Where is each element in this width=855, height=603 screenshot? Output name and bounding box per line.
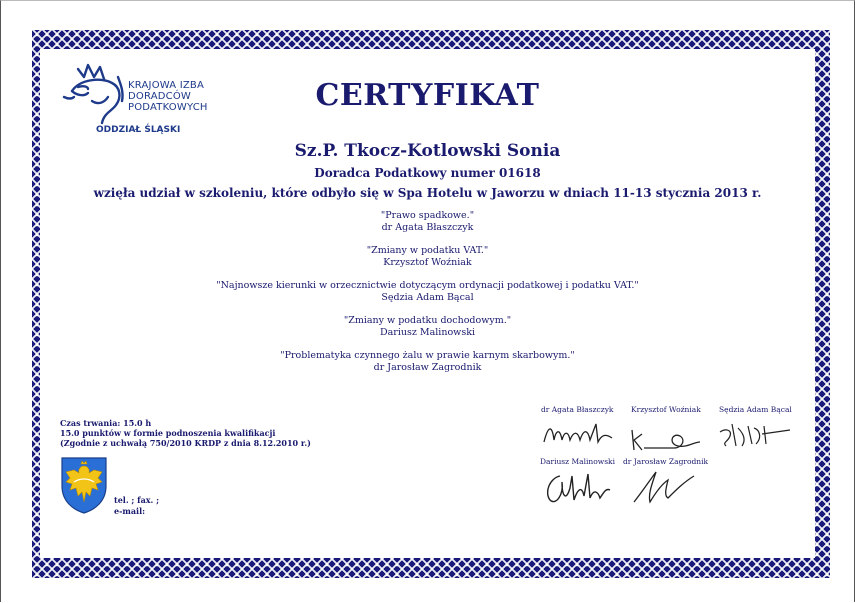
logo-line-2: DORADCÓW bbox=[128, 91, 191, 102]
signature-bacal bbox=[716, 416, 792, 450]
lecture-speaker: Sędzia Adam Bącal bbox=[381, 292, 474, 303]
recipient-name: Sz.P. Tkocz-Kotlowski Sonia bbox=[294, 141, 561, 161]
lecture-topic: "Zmiany w podatku dochodowym." bbox=[343, 315, 512, 326]
lecture-item bbox=[0, 350, 855, 374]
signature-blaszczyk bbox=[542, 416, 614, 450]
lecture-item bbox=[0, 245, 855, 269]
logo-branch: ODDZIAŁ ŚLĄSKI bbox=[96, 125, 181, 135]
signature-zagrodnik bbox=[628, 468, 702, 506]
points-text: 15.0 punktów w formie podnoszenia kwalifikacji bbox=[60, 428, 276, 438]
lecture-topic: "Problematyka czynnego żalu w prawie karnym skarbowym." bbox=[280, 350, 575, 361]
advisor-number: Doradca Podatkowy numer 01618 bbox=[314, 166, 541, 180]
email: e-mail: bbox=[114, 506, 146, 516]
duration-text: Czas trwania: 15.0 h bbox=[60, 418, 152, 428]
certificate-title: CERTYFIKAT bbox=[315, 78, 540, 113]
lecture-item bbox=[0, 280, 855, 304]
lecture-item bbox=[0, 315, 855, 339]
contact-info bbox=[114, 495, 159, 517]
lecture-topic: "Zmiany w podatku VAT." bbox=[366, 245, 489, 256]
signature-label: Dariusz Malinowski bbox=[540, 457, 615, 466]
lecture-item bbox=[0, 210, 855, 234]
signature-label: dr Agata Błaszczyk bbox=[541, 405, 614, 414]
signature-label: Krzysztof Woźniak bbox=[631, 405, 701, 414]
lecture-topic: "Najnowsze kierunki w orzecznictwie dotyczącym ordynacji podatkowej i podatku VAT." bbox=[216, 280, 639, 291]
logo-line-1: KRAJOWA IZBA bbox=[128, 80, 205, 91]
signature-label: dr Jarosław Zagrodnik bbox=[623, 457, 709, 466]
signature-label: Sędzia Adam Bącal bbox=[719, 405, 792, 414]
silesia-coat-of-arms-icon bbox=[60, 456, 108, 514]
lecture-speaker: dr Agata Błaszczyk bbox=[381, 222, 474, 233]
phone-fax: tel. ; fax. ; bbox=[114, 495, 160, 505]
lecture-speaker: Dariusz Malinowski bbox=[380, 327, 475, 338]
resolution-text: (Zgodnie z uchwałą 750/2010 KRDP z dnia 8.12.2010 r.) bbox=[60, 438, 311, 448]
training-details bbox=[60, 418, 311, 448]
lecture-topic: "Prawo spadkowe." bbox=[380, 210, 475, 221]
lecture-speaker: dr Jarosław Zagrodnik bbox=[373, 362, 482, 373]
logo-line-3: PODATKOWYCH bbox=[128, 102, 208, 113]
lecture-speaker: Krzysztof Woźniak bbox=[383, 257, 472, 268]
lecture-list bbox=[0, 210, 855, 385]
signature-wozniak bbox=[628, 420, 704, 454]
signature-malinowski bbox=[540, 468, 614, 506]
participation-statement: wzięła udział w szkoleniu, które odbyło się w Spa Hotelu w Jaworzu w dniach 11-13 stycznia 2013 r. bbox=[93, 186, 762, 200]
